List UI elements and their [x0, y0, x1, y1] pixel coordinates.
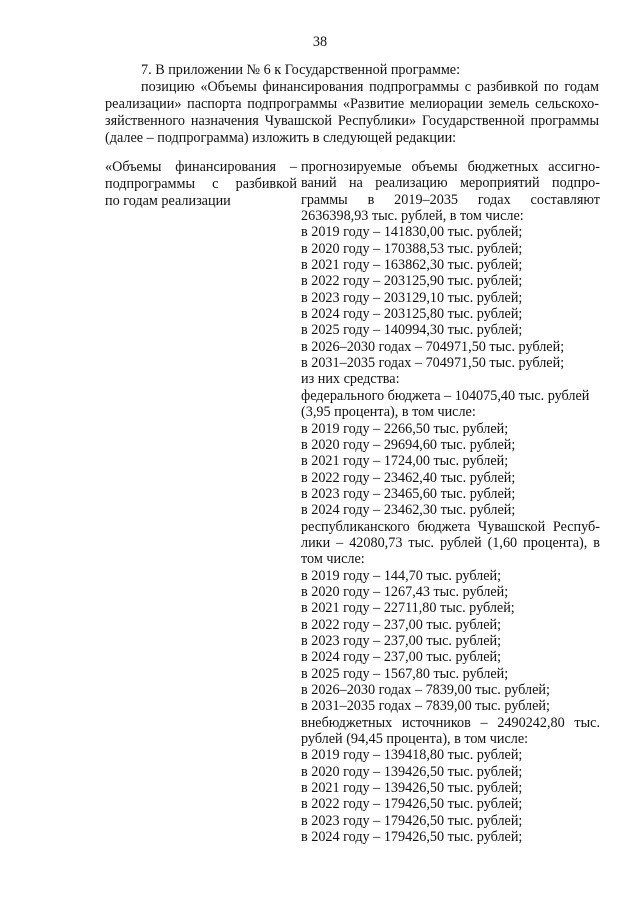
financing-details [301, 159, 600, 845]
detail-line: в 2023 году – 237,00 тыс. рублей; [301, 632, 502, 649]
page-number: 38 [312, 34, 328, 50]
detail-line: в 2025 году – 1567,80 тыс. рублей; [301, 665, 509, 682]
detail-line: рублей (94,45 процента), в том числе: [301, 731, 529, 748]
position-label [105, 159, 297, 210]
detail-line: (3,95 процента), в том числе: [301, 404, 476, 421]
detail-line: в 2024 году – 179426,50 тыс. рублей; [301, 829, 523, 846]
detail-line: в 2022 году – 23462,40 тыс. рублей; [301, 469, 516, 486]
detail-line: в 2019 году – 144,70 тыс. рублей; [301, 567, 502, 584]
intro-paragraph [105, 62, 599, 147]
detail-line: в 2020 году – 170388,53 тыс. рублей; [301, 240, 523, 257]
detail-line: в 2020 году – 29694,60 тыс. рублей; [301, 436, 516, 453]
detail-line: граммы в 2019–2035 годах составляют [301, 191, 600, 208]
detail-line: в 2024 году – 237,00 тыс. рублей; [301, 649, 502, 666]
detail-line: в 2021 году – 1724,00 тыс. рублей; [301, 453, 509, 470]
detail-line: в 2022 году – 203125,90 тыс. рублей; [301, 273, 523, 290]
detail-line: в 2022 году – 237,00 тыс. рублей; [301, 616, 502, 633]
detail-line: том числе: [301, 551, 365, 568]
detail-line: в 2020 году – 1267,43 тыс. рублей; [301, 583, 509, 600]
intro-line: 7. В приложении № 6 к Государственной программе: [141, 62, 461, 78]
detail-line: в 2023 году – 23465,60 тыс. рублей; [301, 485, 516, 502]
detail-line: в 2026–2030 годах – 7839,00 тыс. рублей; [301, 682, 550, 698]
detail-line: в 2031–2035 годах – 7839,00 тыс. рублей; [301, 698, 550, 715]
intro-line: зяйственного назначения Чувашской Республики» Государственной программы [105, 113, 599, 129]
detail-line: в 2023 году – 203129,10 тыс. рублей; [301, 289, 523, 306]
intro-line: позицию «Объемы финансирования подпрограммы с разбивкой по годам [141, 79, 599, 95]
detail-line: лики – 42080,73 тыс. рублей (1,60 процента), в [301, 534, 600, 551]
intro-line: реализации» паспорта подпрограммы «Развитие мелиорации земель сельскохо- [105, 96, 599, 112]
detail-line: в 2022 году – 179426,50 тыс. рублей; [301, 796, 523, 813]
detail-line: федерального бюджета – 104075,40 тыс. рублей [301, 387, 590, 404]
detail-line: прогнозируемые объемы бюджетных ассигно- [301, 159, 600, 175]
detail-line: в 2024 году – 23462,30 тыс. рублей; [301, 502, 516, 519]
label-line: по годам реализации [105, 193, 231, 209]
detail-line: в 2021 году – 163862,30 тыс. рублей; [301, 257, 523, 274]
detail-line: в 2019 году – 141830,00 тыс. рублей; [301, 224, 523, 241]
detail-line: в 2025 году – 140994,30 тыс. рублей; [301, 322, 523, 339]
detail-line: в 2021 году – 22711,80 тыс. рублей; [301, 600, 515, 617]
detail-line: в 2021 году – 139426,50 тыс. рублей; [301, 780, 523, 797]
detail-line: в 2019 году – 139418,80 тыс. рублей; [301, 747, 523, 764]
detail-line: в 2031–2035 годах – 704971,50 тыс. рублей; [301, 355, 565, 372]
intro-line: (далее – подпрограмма) изложить в следующей редакции: [105, 130, 457, 146]
detail-line: в 2026–2030 годах – 704971,50 тыс. рублей; [301, 338, 565, 355]
detail-line: в 2020 году – 139426,50 тыс. рублей; [301, 763, 523, 780]
detail-line: внебюджетных источников – 2490242,80 тыс. [301, 714, 600, 731]
detail-line: в 2024 году – 203125,80 тыс. рублей; [301, 306, 523, 323]
detail-line: 2636398,93 тыс. рублей, в том числе: [301, 208, 524, 225]
label-line: подпрограммы с разбивкой [105, 176, 297, 192]
detail-line: ваний на реализацию мероприятий подпро- [301, 175, 600, 192]
detail-line: республиканского бюджета Чувашской Респуб- [301, 518, 600, 535]
detail-line: в 2023 году – 179426,50 тыс. рублей; [301, 812, 523, 829]
label-line: «Объемы финансирования – [105, 159, 297, 175]
detail-line: из них средства: [301, 371, 400, 388]
detail-line: в 2019 году – 2266,50 тыс. рублей; [301, 420, 509, 437]
